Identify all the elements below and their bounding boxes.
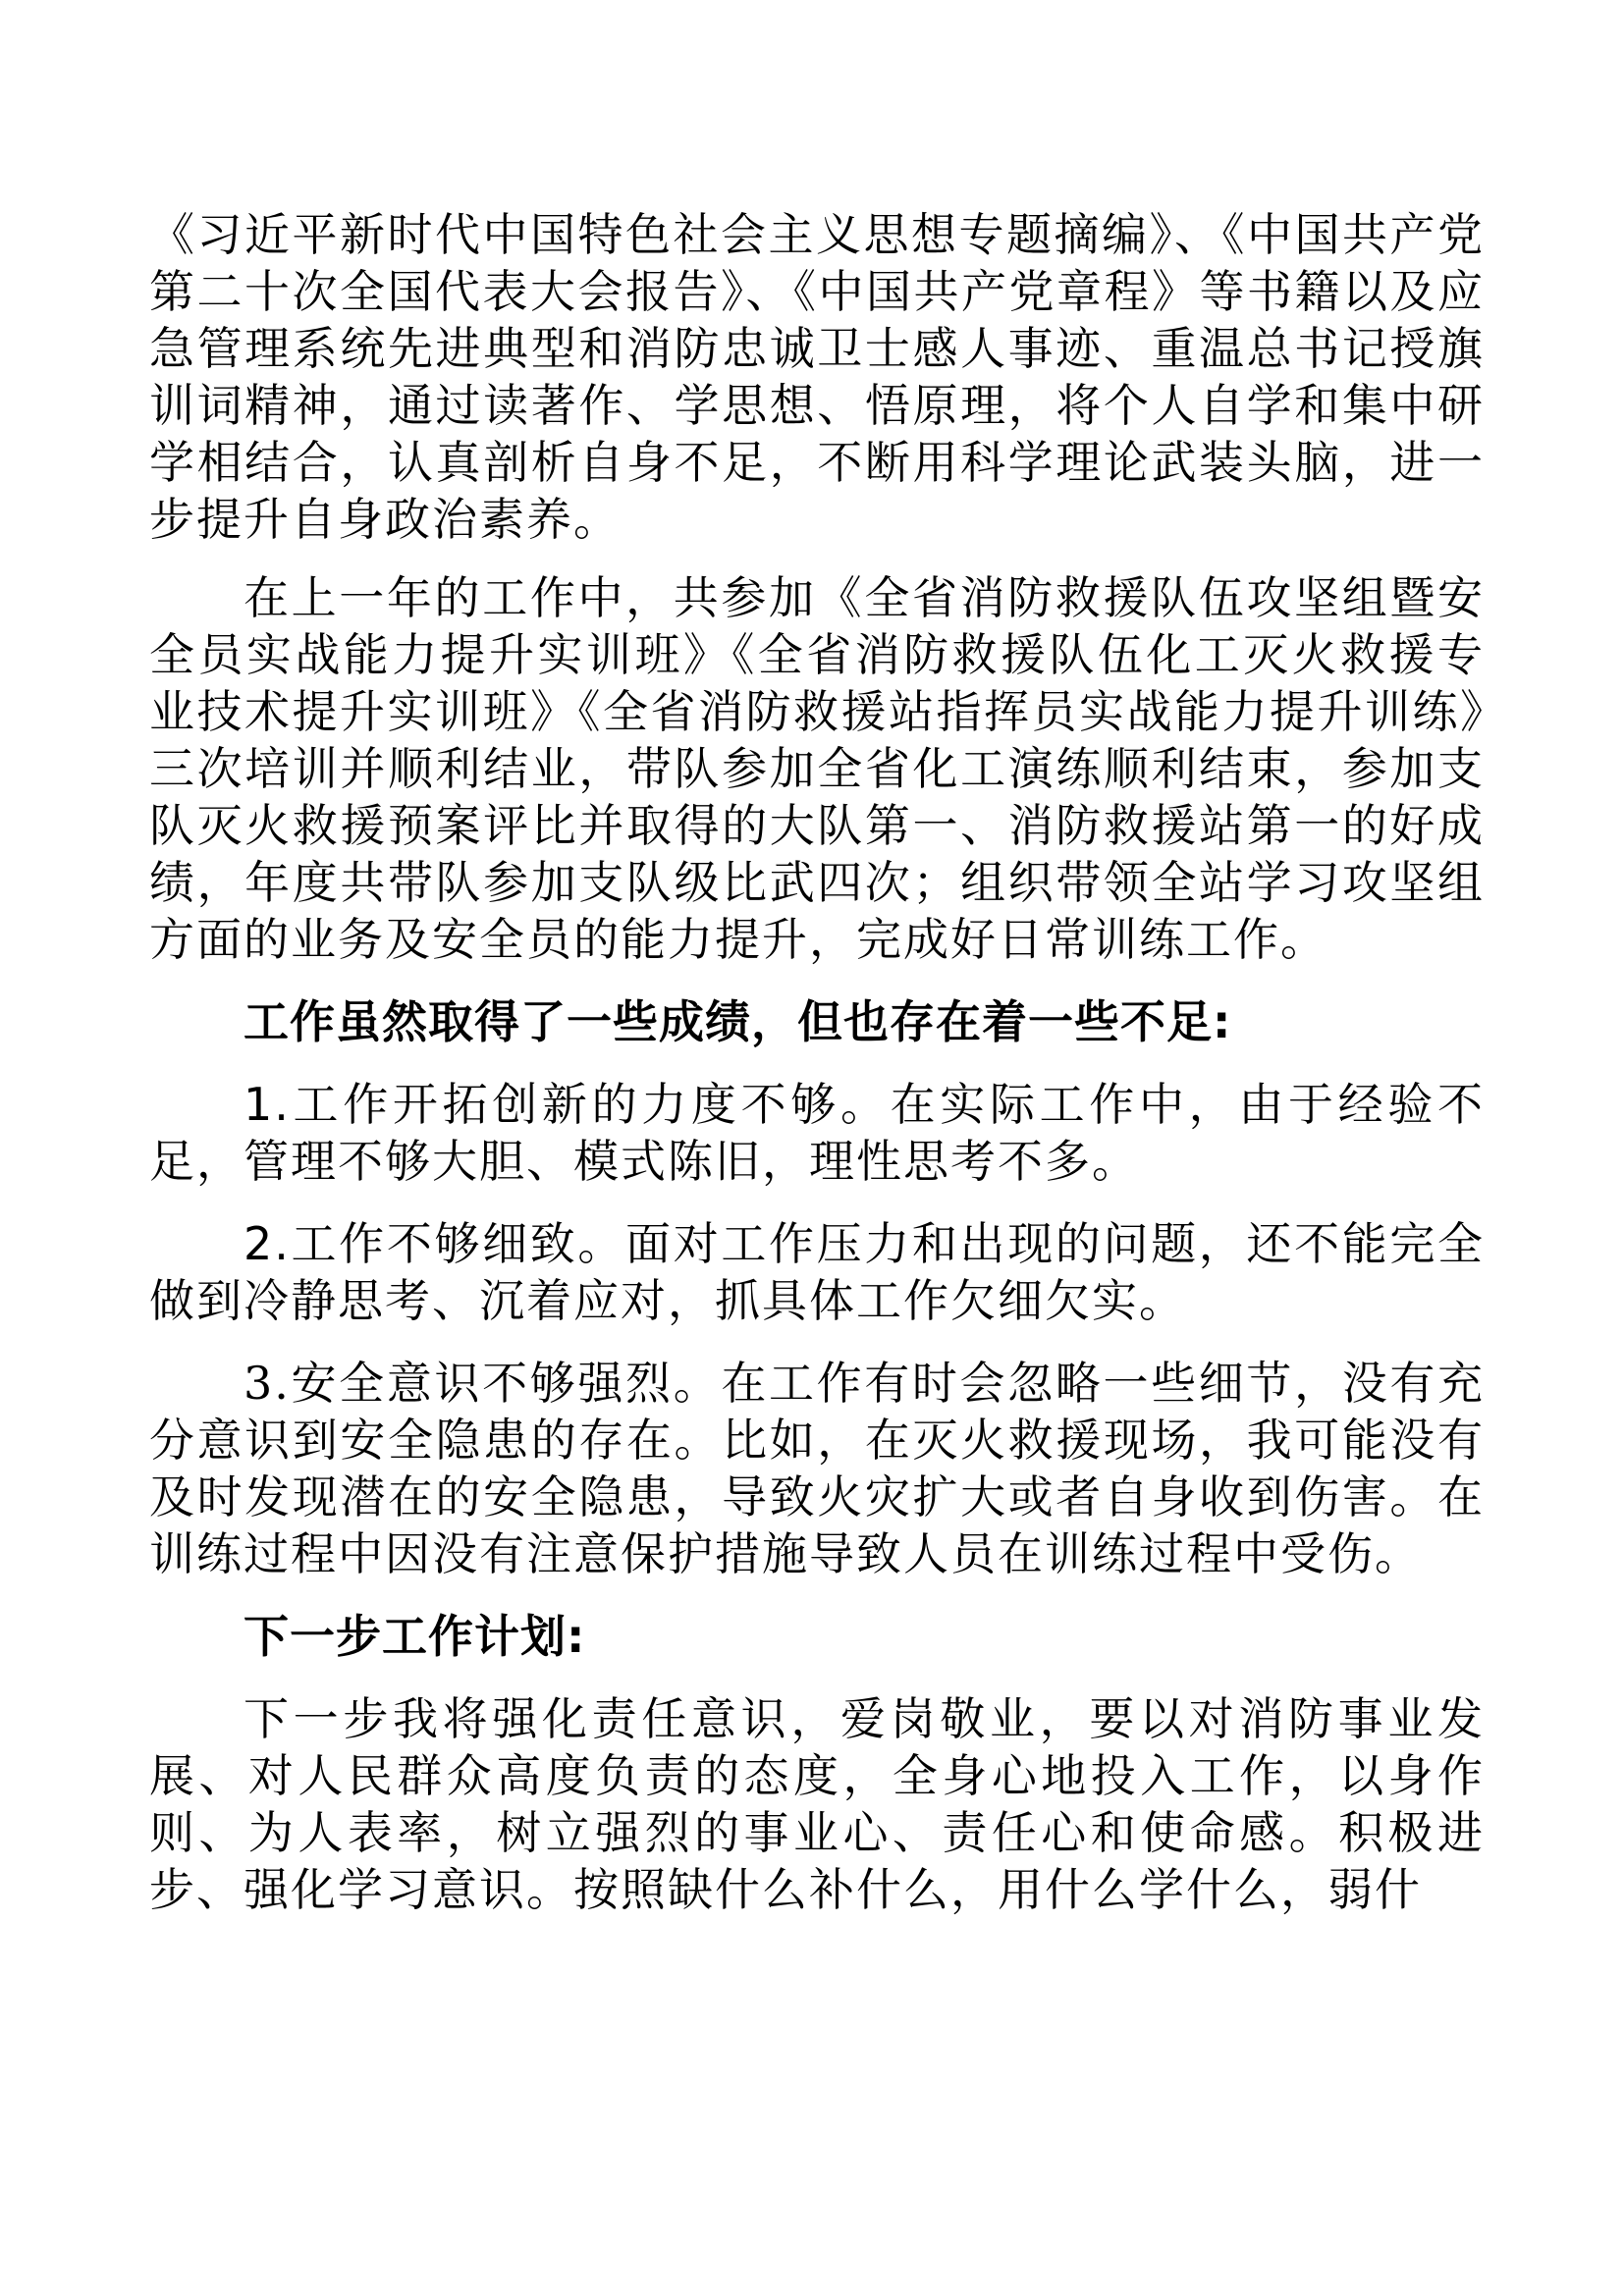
paragraph-next-plan-heading: 下一步工作计划: bbox=[244, 1610, 586, 1663]
paragraph-shortcomings-heading: 工作虽然取得了一些成绩，但也存在着一些不足: bbox=[244, 995, 1232, 1048]
paragraph-shortcoming-2: 2.工作不够细致。面对工作压力和出现的问题，还不能完全做到冷静思考、沉着应对，抓具体工作欠细欠实。 bbox=[149, 1217, 1485, 1327]
paragraph-training-summary: 在上一年的工作中，共参加《全省消防救援队伍攻坚组暨安全员实战能力提升实训班》《全省消防救援队伍化工灭火救援专业技术提升实训班》《全省消防救援站指挥员实战能力提升训练》三次培训并顺利结业，带队参加全省化工演练顺利结束，参加支队灭火救援预案评比并取得的大队第一、消防救援站第一的好成绩，年度共带队参加支队级比武四次；组织带领全站学习攻坚组方面的业务及安全员的能力提升，完成好日常训练工作。 bbox=[149, 571, 1485, 966]
paragraph-study-materials: 《习近平新时代中国特色社会主义思想专题摘编》、《中国共产党第二十次全国代表大会报告》、《中国共产党章程》等书籍以及应急管理系统先进典型和消防忠诚卫士感人事迹、重温总书记授旗训词精神，通过读著作、学思想、悟原理，将个人自学和集中研学相结合，认真剖析自身不足，不断用科学理论武装头脑，进一步提升自身政治素养。 bbox=[149, 208, 1485, 546]
paragraph-shortcoming-1: 1.工作开拓创新的力度不够。在实际工作中，由于经验不足，管理不够大胆、模式陈旧，理性思考不多。 bbox=[149, 1078, 1485, 1188]
paragraph-next-plan: 下一步我将强化责任意识，爱岗敬业，要以对消防事业发展、对人民群众高度负责的态度，全身心地投入工作，以身作则、为人表率，树立强烈的事业心、责任心和使命感。积极进步、强化学习意识。按照缺什么补什么，用什么学什么，弱什 bbox=[149, 1692, 1485, 1916]
document-body bbox=[149, 206, 1485, 1918]
paragraph-shortcoming-3: 3.安全意识不够强烈。在工作有时会忽略一些细节，没有充分意识到安全隐患的存在。比如，在灭火救援现场，我可能没有及时发现潜在的安全隐患，导致火灾扩大或者自身收到伤害。在训练过程中因没有注意保护措施导致人员在训练过程中受伤。 bbox=[149, 1357, 1485, 1580]
